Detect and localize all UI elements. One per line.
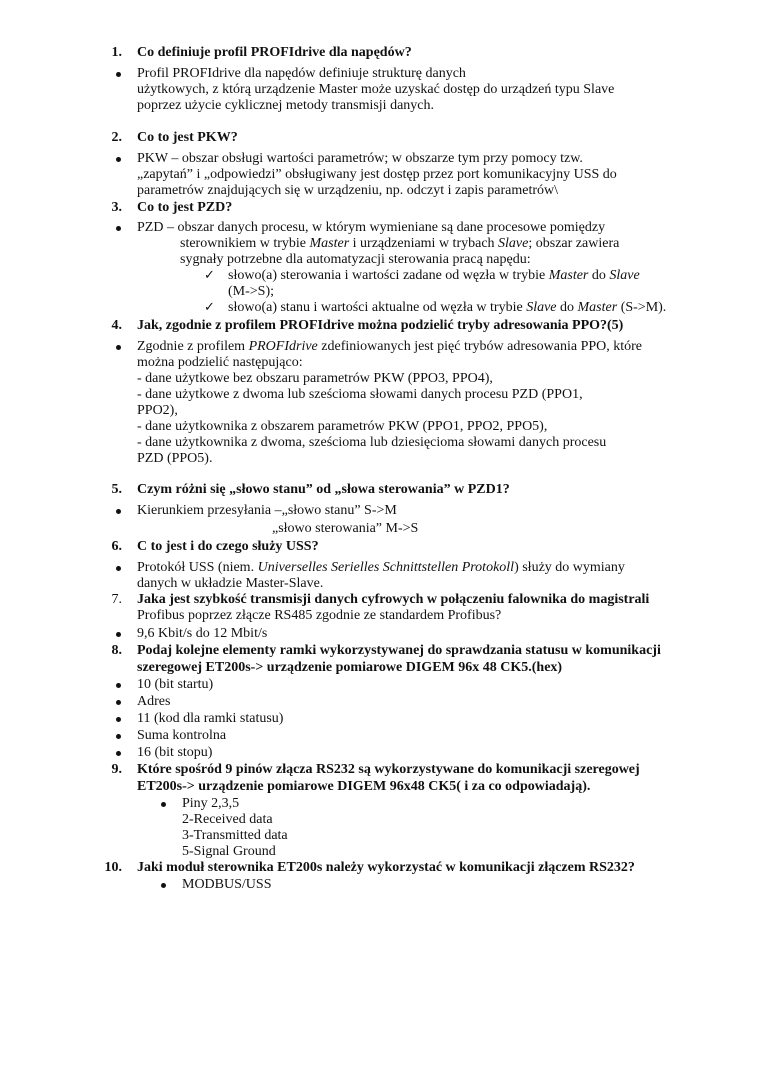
q3-answer-line: PZD – obszar danych procesu, w którym wymieniane są dane procesowe pomiędzy xyxy=(137,220,606,235)
q6-question: C to jest i do czego służy USS? xyxy=(137,539,319,554)
q4-answer-line: - dane użytkowe z dwoma lub sześcioma słowami danych procesu PZD (PPO1, xyxy=(137,387,583,402)
q6-number: 6. xyxy=(111,539,122,554)
q3-answer-line: sygnały potrzebne dla automatyzacji sterowania pracą napędu: xyxy=(180,252,531,267)
bullet xyxy=(116,734,121,739)
bullet xyxy=(116,226,121,231)
bullet xyxy=(116,632,121,637)
q9-answer-item: 5-Signal Ground xyxy=(182,844,276,859)
bullet xyxy=(116,683,121,688)
q8-answer-item: Suma kontrolna xyxy=(137,728,227,743)
q10-number: 10. xyxy=(104,860,122,875)
q6-answer-line: Protokół USS (niem. Universelles Serielles Schnittstellen Protokoll) służy do wymiany xyxy=(137,560,625,575)
q3-check-item: słowo(a) sterowania i wartości zadane od węzła w trybie Master do Slave xyxy=(228,268,640,283)
q2-number: 2. xyxy=(111,130,122,145)
q2-answer-line: parametrów znajdujących się w urządzeniu, np. odczyt i zapis parametrów\ xyxy=(137,183,558,198)
q4-answer-line: PPO2), xyxy=(137,403,178,418)
bullet xyxy=(161,883,166,888)
q4-answer-line: Zgodnie z profilem PROFIdrive zdefiniowanych jest pięć trybów adresowania PPO, które xyxy=(137,339,643,354)
q9-question-cont: ET200s-> urządzenie pomiarowe DIGEM 96x48 CK5( i za co odpowiadają). xyxy=(137,779,591,794)
q1-number: 1. xyxy=(111,45,122,60)
q10-answer-item: MODBUS/USS xyxy=(182,877,272,892)
q7-question: Jaka jest szybkość transmisji danych cyfrowych w połączeniu falownika do magistrali xyxy=(137,592,650,607)
q3-check-item: słowo(a) stanu i wartości aktualne od węzła w trybie Slave do Master (S->M). xyxy=(228,300,667,315)
q3-answer-line: sterownikiem w trybie Master i urządzeniami w trybach Slave; obszar zawiera xyxy=(180,236,620,251)
q8-number: 8. xyxy=(111,643,122,658)
q9-answer-item: Piny 2,3,5 xyxy=(182,796,240,811)
q7-answer-line: 9,6 Kbit/s do 12 Mbit/s xyxy=(137,626,268,641)
q4-answer-line: - dane użytkowe bez obszaru parametrów PKW (PPO3, PPO4), xyxy=(137,371,493,386)
bullet xyxy=(116,157,121,162)
q3-check-item-cont: (M->S); xyxy=(228,284,275,299)
bullet xyxy=(116,717,121,722)
q3-question: Co to jest PZD? xyxy=(137,200,233,215)
q9-answer-item: 3-Transmitted data xyxy=(182,828,288,843)
q5-question: Czym różni się „słowo stanu” od „słowa sterowania” w PZD1? xyxy=(137,482,510,497)
q4-number: 4. xyxy=(111,318,122,333)
q2-question: Co to jest PKW? xyxy=(137,130,238,145)
bullet xyxy=(116,566,121,571)
q5-answer-line: „słowo sterowania” M->S xyxy=(272,521,419,536)
q7-question-cont: Profibus poprzez złącze RS485 zgodnie ze standardem Profibus? xyxy=(137,608,502,623)
q1-answer-line: poprzez użycie cyklicznej metody transmisji danych. xyxy=(137,98,435,113)
q4-answer-line: można podzielić następująco: xyxy=(137,355,303,370)
bullet xyxy=(116,345,121,350)
q1-answer-line: użytkowych, z którą urządzenie Master może uzyskać dostęp do urządzeń typu Slave xyxy=(137,82,615,97)
checkmark-icon: ✓ xyxy=(204,268,215,283)
q9-question: Które spośród 9 pinów złącza RS232 są wykorzystywane do komunikacji szeregowej xyxy=(137,762,640,777)
q5-answer-line: Kierunkiem przesyłania –„słowo stanu” S->M xyxy=(137,503,397,518)
q1-question: Co definiuje profil PROFIdrive dla napędów? xyxy=(137,45,412,60)
q9-number: 9. xyxy=(111,762,122,777)
bullet xyxy=(116,72,121,77)
checkmark-icon: ✓ xyxy=(204,300,215,315)
q5-number: 5. xyxy=(111,482,122,497)
q8-answer-item: 10 (bit startu) xyxy=(137,677,214,692)
q1-answer-line: Profil PROFIdrive dla napędów definiuje strukturę danych xyxy=(137,66,466,81)
q8-answer-item: 11 (kod dla ramki statusu) xyxy=(137,711,284,726)
q9-answer-item: 2-Received data xyxy=(182,812,273,827)
q4-answer-line: - dane użytkownika z dwoma, sześcioma lub dziesięcioma słowami danych procesu xyxy=(137,435,607,450)
q4-question: Jak, zgodnie z profilem PROFIdrive można podzielić tryby adresowania PPO?(5) xyxy=(137,318,624,333)
bullet xyxy=(116,509,121,514)
q7-number: 7. xyxy=(111,592,122,607)
q8-question-cont: szeregowej ET200s-> urządzenie pomiarowe DIGEM 96x 48 CK5.(hex) xyxy=(137,660,563,675)
q6-answer-line: danych w układzie Master-Slave. xyxy=(137,576,324,591)
q4-answer-line: - dane użytkownika z obszarem parametrów PKW (PPO1, PPO2, PPO5), xyxy=(137,419,548,434)
bullet xyxy=(116,751,121,756)
q8-answer-item: 16 (bit stopu) xyxy=(137,745,213,760)
q2-answer-line: „zapytań” i „odpowiedzi” obsługiwany jest dostęp przez port komunikacyjny USS do xyxy=(137,167,617,182)
q2-answer-line: PKW – obszar obsługi wartości parametrów; w obszarze tym przy pomocy tzw. xyxy=(137,151,583,166)
q10-question: Jaki moduł sterownika ET200s należy wykorzystać w komunikacji złączem RS232? xyxy=(137,860,635,875)
bullet xyxy=(116,700,121,705)
q8-question: Podaj kolejne elementy ramki wykorzystywanej do sprawdzania statusu w komunikacji xyxy=(137,643,661,658)
q8-answer-item: Adres xyxy=(137,694,171,709)
bullet xyxy=(161,802,166,807)
q4-answer-line: PZD (PPO5). xyxy=(137,451,213,466)
q3-number: 3. xyxy=(111,200,122,215)
